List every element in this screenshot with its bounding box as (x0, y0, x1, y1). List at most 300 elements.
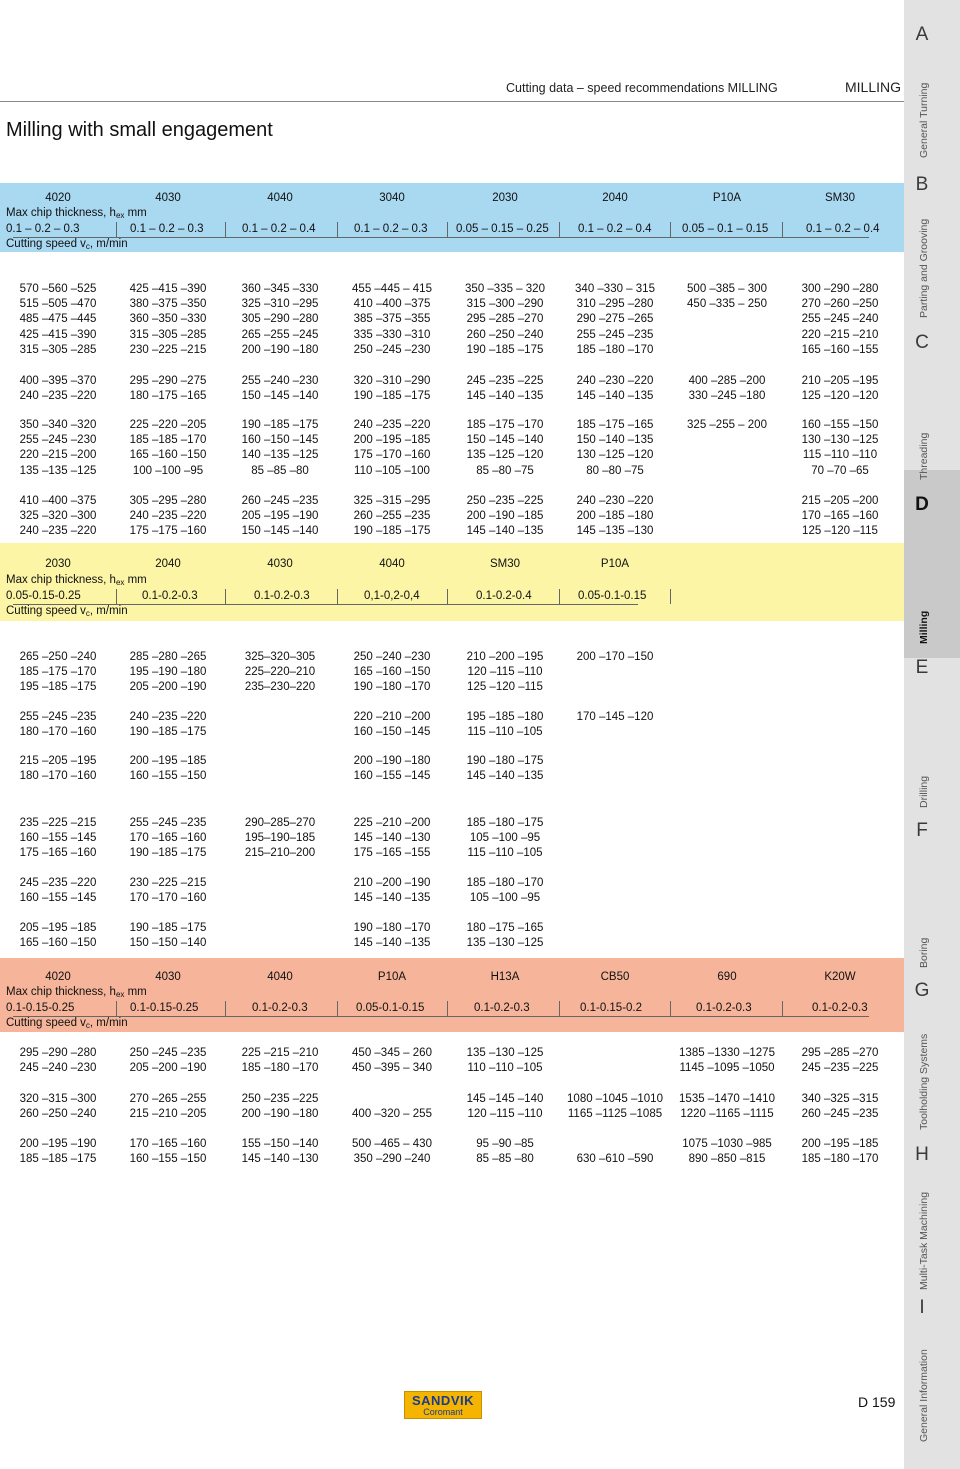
table2-table-cell: 175 –165 –160 (19, 847, 97, 860)
table3-table-cell: 185 –180 –170 (241, 1062, 319, 1075)
breadcrumb: Cutting data – speed recommendations MILLING (506, 81, 778, 95)
table1-table-cell: 190 –185 –175 (353, 390, 431, 403)
table1-table-cell: 220 –215 –210 (801, 328, 879, 341)
table1-table-cell: 255 –240 –230 (241, 375, 319, 387)
table1-table-cell: 180 –175 –165 (129, 390, 207, 403)
table1-table-cell: 260 –255 –235 (353, 510, 431, 523)
table1-table-cell: 295 –285 –270 (466, 313, 544, 326)
table1-feed-separator (225, 222, 226, 237)
table2-feed-3: 0,1-0,2-0,4 (364, 590, 420, 602)
table1-table-cell: 190 –185 –175 (241, 419, 319, 431)
table2-table-cell: 190 –185 –175 (129, 847, 207, 860)
table2-feed-0: 0.05-0.15-0.25 (6, 590, 81, 602)
table2-table-cell: 145 –140 –135 (353, 892, 431, 905)
table2-table-cell: 215–210–200 (244, 847, 316, 860)
table2-max-chip-label-part: mm (124, 574, 147, 586)
table1-table-cell: 185 –175 –170 (466, 419, 544, 431)
table2-table-cell: 115 –110 –105 (467, 726, 543, 739)
table1-feed-6: 0.05 – 0.1 – 0.15 (682, 223, 769, 235)
sidebar-tab-letter-d[interactable]: D (915, 494, 929, 515)
table1-table-cell: 150 –145 –140 (241, 390, 319, 403)
table1-table-cell: 330 –245 –180 (688, 390, 766, 403)
table2-table-cell: 105 –100 –95 (469, 832, 541, 845)
table1-table-cell: 325 –320 –300 (19, 510, 97, 523)
table1-table-cell: 325 –315 –295 (353, 495, 431, 507)
table2-table-cell: 325–320–305 (244, 651, 316, 663)
table2-table-cell: 190 –185 –175 (129, 922, 207, 934)
table1-table-cell: 240 –235 –220 (353, 419, 431, 431)
table2-table-cell: 250 –240 –230 (353, 651, 431, 663)
sidebar-tab-label-multi-task-machining[interactable]: Multi-Task Machining (918, 1191, 930, 1290)
table2-table-cell: 220 –210 –200 (353, 711, 431, 723)
table1-table-cell: 250 –245 –230 (353, 343, 431, 356)
table3-feed-3: 0.05-0.1-0.15 (356, 1002, 425, 1014)
table3-feed-separator (447, 1001, 448, 1016)
table1-table-cell: 125 –120 –120 (801, 390, 879, 403)
table2-table-cell: 245 –235 –220 (19, 877, 97, 889)
table3-table-cell: 145 –145 –140 (466, 1093, 544, 1105)
page-number: D 159 (858, 1394, 896, 1410)
table1-feed-4: 0.05 – 0.15 – 0.25 (456, 223, 549, 235)
table3-table-cell: 200 –195 –190 (19, 1138, 97, 1150)
table3-table-cell: 145 –140 –130 (241, 1153, 319, 1166)
table3-table-cell: 450 –345 – 260 (352, 1047, 432, 1059)
table1-table-cell: 400 –285 –200 (688, 375, 766, 387)
table3-table-cell: 1145 –1095 –1050 (679, 1062, 775, 1075)
table3-table-cell: 295 –290 –280 (19, 1047, 97, 1059)
table3-table-cell: 1535 –1470 –1410 (679, 1093, 775, 1105)
table2-table-cell: 215 –205 –195 (19, 755, 97, 767)
table2-cutting-speed-label-part: , m/min (89, 605, 128, 617)
table2-table-cell: 185 –180 –175 (466, 817, 544, 829)
table2-table-cell: 200 –190 –180 (353, 755, 431, 767)
table1-table-cell: 240 –230 –220 (576, 495, 654, 507)
table1-table-cell: 210 –205 –195 (801, 375, 879, 387)
table2-table-cell: 195 –190 –180 (129, 666, 207, 679)
sidebar-tab-letter-e[interactable]: E (915, 657, 929, 678)
table1-table-cell: 260 –245 –235 (241, 495, 319, 507)
table1-table-cell: 240 –235 –220 (129, 510, 207, 523)
table1-table-cell: 200 –185 –180 (576, 510, 654, 523)
table2-feed-separator (447, 589, 448, 604)
table1-table-cell: 240 –235 –220 (19, 525, 97, 538)
table1-table-cell: 295 –290 –275 (129, 375, 207, 387)
table1-table-cell: 315 –300 –290 (466, 298, 544, 311)
table3-table-cell: 155 –150 –140 (241, 1138, 319, 1150)
table1-feed-separator (337, 222, 338, 237)
table3-feed-separator (670, 1001, 671, 1016)
table1-table-cell: 100 –100 –95 (132, 464, 204, 477)
table2-table-cell: 265 –250 –240 (19, 651, 97, 663)
table1-table-cell: 360 –350 –330 (129, 313, 207, 326)
table1-table-cell: 205 –195 –190 (241, 510, 319, 523)
table3-cutting-speed-label (6, 1016, 128, 1031)
table3-table-cell: 400 –320 – 255 (352, 1108, 432, 1121)
table1-table-cell: 485 –475 –445 (19, 313, 97, 326)
table1-table-cell: 300 –290 –280 (801, 283, 879, 295)
table1-table-cell: 145 –135 –130 (576, 525, 654, 538)
table2-table-cell: 235 –225 –215 (19, 817, 97, 829)
table2-table-cell: 210 –200 –190 (353, 877, 431, 889)
table2-table-cell: 290–285–270 (244, 817, 316, 829)
table1-table-cell: 145 –140 –135 (576, 390, 654, 403)
sidebar-tab-label-boring[interactable]: Boring (918, 937, 930, 968)
table2-table-cell: 185 –180 –170 (466, 877, 544, 889)
table2-table-cell: 180 –170 –160 (19, 770, 97, 783)
table1-table-cell: 125 –120 –115 (802, 525, 878, 538)
table2-table-cell: 235–230–220 (244, 681, 316, 694)
table2-grade-p10a: P10A (600, 558, 630, 570)
table1-max-chip-label-part: Max chip thickness, h (6, 207, 116, 219)
table1-table-cell: 260 –250 –240 (466, 328, 544, 341)
table3-table-cell: 95 –90 –85 (476, 1138, 534, 1150)
table1-table-cell: 360 –345 –330 (241, 283, 319, 295)
table1-table-cell: 315 –305 –285 (129, 328, 207, 341)
table2-table-cell: 285 –280 –265 (129, 651, 207, 663)
table2-table-cell: 200 –195 –185 (129, 755, 207, 767)
logo-brand: SANDVIK (411, 1393, 474, 1408)
table3-grade-4040: 4040 (267, 971, 293, 983)
table3-table-cell: 170 –165 –160 (129, 1138, 207, 1150)
table1-max-chip-label-part: mm (124, 207, 147, 219)
table1-feed-3: 0.1 – 0.2 – 0.3 (354, 223, 428, 235)
table1-table-cell: 130 –125 –120 (576, 449, 654, 462)
table3-table-cell: 215 –210 –205 (129, 1108, 207, 1121)
table2-table-cell: 205 –195 –185 (19, 922, 97, 934)
table1-grade-4020: 4020 (45, 192, 71, 204)
table1-table-cell: 200 –195 –185 (353, 434, 431, 447)
table1-table-cell: 130 –130 –125 (801, 434, 879, 447)
table3-max-chip-label-part: ex (115, 990, 125, 999)
table2-grade-4030: 4030 (267, 558, 293, 570)
chapter-sidebar (904, 0, 960, 1469)
table1-table-cell: 515 –505 –470 (19, 298, 97, 311)
table1-feed-0: 0.1 – 0.2 – 0.3 (6, 223, 80, 235)
table3-feed-1: 0.1-0.15-0.25 (130, 1002, 199, 1014)
table2-table-cell: 105 –100 –95 (469, 892, 541, 905)
table1-table-cell: 110 –105 –100 (354, 464, 430, 477)
table2-table-cell: 165 –160 –150 (19, 937, 97, 950)
table2-table-cell: 225–220–210 (244, 666, 316, 679)
table3-feed-separator (225, 1001, 226, 1016)
table1-table-cell: 190 –185 –175 (353, 525, 431, 538)
table1-table-cell: 145 –140 –135 (466, 525, 544, 538)
table2-feed-separator (225, 589, 226, 604)
table2-table-cell: 145 –140 –135 (466, 770, 544, 783)
table2-table-cell: 255 –245 –235 (129, 817, 207, 829)
sidebar-tab-label-general-information[interactable]: General Information (918, 1349, 930, 1442)
table2-table-cell: 115 –110 –105 (467, 847, 543, 860)
table1-table-cell: 175 –175 –160 (129, 525, 207, 538)
table1-table-cell: 380 –375 –350 (129, 298, 207, 311)
table3-feed-rule (13, 1016, 869, 1017)
table2-table-cell: 180 –170 –160 (19, 726, 97, 739)
table3-feed-separator (559, 1001, 560, 1016)
table2-table-cell: 200 –170 –150 (576, 651, 654, 663)
table2-table-cell: 190 –180 –175 (466, 755, 544, 767)
logo-sub: Coromant (423, 1407, 463, 1417)
table1-table-cell: 150 –145 –140 (241, 525, 319, 538)
sidebar-tab-letter-h[interactable]: H (915, 1144, 929, 1165)
table1-feed-1: 0.1 – 0.2 – 0.3 (130, 223, 204, 235)
table3-grade-cb50: CB50 (600, 971, 630, 983)
table2-table-cell: 160 –150 –145 (353, 726, 431, 739)
table1-table-cell: 85 –80 –75 (476, 464, 534, 477)
sidebar-tab-label-general-turning[interactable]: General Turning (918, 82, 930, 158)
table1-table-cell: 115 –110 –110 (802, 449, 878, 462)
table1-table-cell: 450 –335 – 250 (687, 298, 767, 311)
table3-table-cell: 500 –465 – 430 (352, 1138, 432, 1150)
table1-table-cell: 185 –180 –170 (576, 343, 654, 356)
table3-feed-7: 0.1-0.2-0.3 (812, 1002, 868, 1014)
table1-table-cell: 500 –385 – 300 (687, 283, 767, 295)
table3-table-cell: 1080 –1045 –1010 (567, 1093, 663, 1105)
sidebar-tab-letter-a[interactable]: A (915, 24, 929, 45)
table1-cutting-speed-label-part: c (85, 242, 90, 251)
table2-cutting-speed-label (6, 604, 128, 619)
table2-table-cell: 205 –200 –190 (129, 681, 207, 694)
table3-table-cell: 225 –215 –210 (241, 1047, 319, 1059)
table1-table-cell: 230 –225 –215 (129, 343, 207, 356)
table2-table-cell: 170 –170 –160 (129, 892, 207, 905)
table1-table-cell: 200 –190 –185 (466, 510, 544, 523)
table1-table-cell: 315 –305 –285 (19, 343, 97, 356)
table2-table-cell: 135 –130 –125 (466, 937, 544, 950)
table1-feed-separator (559, 222, 560, 237)
sidebar-tab-letter-f[interactable]: F (916, 820, 928, 841)
table2-feed-4: 0.1-0.2-0.4 (476, 590, 532, 602)
table3-table-cell: 250 –235 –225 (241, 1093, 319, 1105)
table3-table-cell: 630 –610 –590 (576, 1153, 654, 1166)
sidebar-tab-label-toolholding-systems[interactable]: Toolholding Systems (918, 1033, 930, 1130)
table2-feed-5: 0.05-0.1-0.15 (578, 590, 647, 602)
table1-table-cell: 425 –415 –390 (19, 328, 97, 341)
table3-table-cell: 245 –240 –230 (19, 1062, 97, 1075)
table1-cutting-speed-label-part: Cutting speed v (6, 238, 86, 250)
table1-grade-2040: 2040 (602, 192, 628, 204)
table2-table-cell: 190 –180 –170 (353, 922, 431, 934)
table1-grade-p10a: P10A (712, 192, 742, 204)
table2-table-cell: 165 –160 –150 (353, 666, 431, 679)
table3-table-cell: 1165 –1125 –1085 (567, 1108, 663, 1121)
table2-table-cell: 160 –155 –145 (19, 892, 97, 905)
table2-max-chip-label-part: Max chip thickness, h (6, 574, 116, 586)
table1-table-cell: 165 –160 –150 (129, 449, 207, 462)
table2-cutting-speed-label-part: Cutting speed v (6, 605, 86, 617)
table1-feed-separator (447, 222, 448, 237)
table1-table-cell: 240 –235 –220 (19, 390, 97, 403)
table2-cutting-speed-label-part: c (85, 609, 90, 618)
table1-table-cell: 410 –400 –375 (19, 495, 97, 507)
table1-table-cell: 225 –220 –205 (129, 419, 207, 431)
sidebar-tab-label-drilling[interactable]: Drilling (918, 775, 930, 808)
table3-table-cell: 295 –285 –270 (801, 1047, 879, 1059)
table1-table-cell: 325 –310 –295 (241, 298, 319, 311)
table3-table-cell: 185 –180 –170 (801, 1153, 879, 1166)
table1-table-cell: 150 –145 –140 (466, 434, 544, 447)
page-title: Milling with small engagement (6, 119, 273, 141)
table1-table-cell: 570 –560 –525 (19, 283, 97, 295)
table3-table-cell: 350 –290 –240 (353, 1153, 431, 1166)
table1-grade-2030: 2030 (492, 192, 518, 204)
table3-table-cell: 260 –245 –235 (801, 1108, 879, 1121)
table2-table-cell: 225 –210 –200 (353, 817, 431, 829)
table2-table-cell: 195 –185 –175 (19, 681, 97, 694)
table1-table-cell: 310 –295 –280 (576, 298, 654, 311)
table3-table-cell: 160 –155 –150 (129, 1153, 207, 1166)
table2-table-cell: 170 –145 –120 (576, 711, 654, 723)
table1-table-cell: 245 –235 –225 (466, 375, 544, 387)
table2-feed-separator (116, 589, 117, 604)
table1-table-cell: 140 –135 –125 (241, 449, 319, 462)
sidebar-tab-label-milling[interactable]: Milling (918, 610, 930, 644)
table1-table-cell: 425 –415 –390 (129, 283, 207, 295)
table2-feed-1: 0.1-0.2-0.3 (142, 590, 198, 602)
table3-feed-0: 0.1-0.15-0.25 (6, 1002, 75, 1014)
table3-table-cell: 270 –265 –255 (129, 1093, 207, 1105)
table1-table-cell: 190 –185 –175 (466, 343, 544, 356)
table2-table-cell: 145 –140 –135 (353, 937, 431, 950)
table3-table-cell: 320 –315 –300 (19, 1093, 97, 1105)
table1-table-cell: 150 –140 –135 (576, 434, 654, 447)
table3-table-cell: 260 –250 –240 (19, 1108, 97, 1121)
table1-feed-separator (116, 222, 117, 237)
table1-table-cell: 255 –245 –240 (801, 313, 879, 326)
table3-grade-4020: 4020 (45, 971, 71, 983)
table1-table-cell: 305 –290 –280 (241, 313, 319, 326)
table3-table-cell: 450 –395 – 340 (352, 1062, 432, 1075)
table1-table-cell: 305 –295 –280 (129, 495, 207, 507)
sandvik-coromant-logo (404, 1391, 482, 1419)
table3-grade-690: 690 (717, 971, 737, 983)
table1-table-cell: 325 –255 – 200 (687, 419, 767, 431)
sidebar-tab-label-parting-and-grooving[interactable]: Parting and Grooving (918, 218, 930, 318)
table1-table-cell: 385 –375 –355 (353, 313, 431, 326)
table1-grade-4030: 4030 (155, 192, 181, 204)
table1-table-cell: 80 –80 –75 (586, 464, 644, 477)
table3-grade-4030: 4030 (155, 971, 181, 983)
table1-table-cell: 85 –85 –80 (251, 464, 309, 477)
table1-table-cell: 320 –310 –290 (353, 375, 431, 387)
sidebar-tab-letter-g[interactable]: G (914, 980, 930, 1001)
table2-table-cell: 195–190–185 (244, 832, 316, 845)
table3-feed-5: 0.1-0.15-0.2 (580, 1002, 643, 1014)
table3-grade-k20w: K20W (824, 971, 856, 983)
table1-table-cell: 70 –70 –65 (811, 464, 869, 477)
sidebar-tab-letter-c[interactable]: C (915, 332, 929, 353)
table1-table-cell: 250 –235 –225 (466, 495, 544, 507)
table2-table-cell: 145 –140 –130 (353, 832, 431, 845)
table3-feed-separator (337, 1001, 338, 1016)
table3-cutting-speed-label-part: , m/min (89, 1017, 128, 1029)
table2-table-cell: 185 –175 –170 (19, 666, 97, 679)
table1-table-cell: 240 –230 –220 (576, 375, 654, 387)
table1-feed-2: 0.1 – 0.2 – 0.4 (242, 223, 316, 235)
table2-table-cell: 125 –120 –115 (467, 681, 543, 694)
table3-table-cell: 245 –235 –225 (801, 1062, 879, 1075)
table1-max-chip-label (6, 206, 147, 221)
table1-table-cell: 165 –160 –155 (801, 343, 879, 356)
table3-table-cell: 200 –190 –180 (241, 1108, 319, 1121)
sidebar-tab-letter-i[interactable]: I (919, 1297, 925, 1318)
table1-table-cell: 400 –395 –370 (19, 375, 97, 387)
table2-feed-separator (337, 589, 338, 604)
table3-feed-separator (782, 1001, 783, 1016)
table1-table-cell: 135 –135 –125 (19, 464, 97, 477)
table3-table-cell: 250 –245 –235 (129, 1047, 207, 1059)
table3-feed-4: 0.1-0.2-0.3 (474, 1002, 530, 1014)
table1-table-cell: 350 –340 –320 (19, 419, 97, 431)
table1-table-cell: 255 –245 –235 (576, 328, 654, 341)
table3-grade-h13a: H13A (490, 971, 520, 983)
table1-table-cell: 170 –165 –160 (801, 510, 879, 523)
table3-table-cell: 205 –200 –190 (129, 1062, 207, 1075)
table3-feed-6: 0.1-0.2-0.3 (696, 1002, 752, 1014)
table1-table-cell: 265 –255 –245 (241, 328, 319, 341)
table1-table-cell: 410 –400 –375 (353, 298, 431, 311)
table1-table-cell: 200 –190 –180 (241, 343, 319, 356)
table3-table-cell: 1075 –1030 –985 (682, 1138, 772, 1150)
table2-table-cell: 190 –180 –170 (353, 681, 431, 694)
table2-table-cell: 230 –225 –215 (129, 877, 207, 889)
table1-cutting-speed-label-part: , m/min (89, 238, 128, 250)
table3-table-cell: 110 –110 –105 (467, 1062, 543, 1075)
table2-table-cell: 175 –165 –155 (353, 847, 431, 860)
table1-grade-3040: 3040 (379, 192, 405, 204)
table2-table-cell: 150 –150 –140 (129, 937, 207, 950)
table1-table-cell: 255 –245 –230 (19, 434, 97, 447)
table3-feed-separator (116, 1001, 117, 1016)
table1-table-cell: 185 –175 –165 (576, 419, 654, 431)
table2-table-cell: 195 –185 –180 (466, 711, 544, 723)
table3-table-cell: 85 –85 –80 (476, 1153, 534, 1166)
table1-table-cell: 175 –170 –160 (353, 449, 431, 462)
table2-table-cell: 160 –155 –145 (353, 770, 431, 783)
table1-max-chip-label-part: ex (115, 211, 125, 220)
table2-feed-separator (670, 589, 671, 604)
sidebar-tab-label-threading[interactable]: Threading (918, 432, 930, 480)
table1-feed-5: 0.1 – 0.2 – 0.4 (578, 223, 652, 235)
table2-table-cell: 255 –245 –235 (19, 711, 97, 723)
table2-grade-4040: 4040 (379, 558, 405, 570)
table1-table-cell: 350 –335 – 320 (465, 283, 545, 295)
table1-grade-sm30: SM30 (824, 192, 856, 204)
table2-table-cell: 120 –115 –110 (467, 666, 543, 679)
table2-feed-separator (559, 589, 560, 604)
table2-table-cell: 240 –235 –220 (129, 711, 207, 723)
table1-table-cell: 135 –125 –120 (466, 449, 544, 462)
table2-grade-2040: 2040 (155, 558, 181, 570)
table3-cutting-speed-label-part: Cutting speed v (6, 1017, 86, 1029)
sidebar-tab-letter-b[interactable]: B (915, 174, 929, 195)
table3-table-cell: 890 –850 –815 (688, 1153, 766, 1166)
table3-table-cell: 1385 –1330 –1275 (679, 1047, 775, 1059)
table2-grade-2030: 2030 (45, 558, 71, 570)
table3-table-cell: 185 –185 –175 (19, 1153, 97, 1166)
table1-feed-7: 0.1 – 0.2 – 0.4 (806, 223, 880, 235)
table1-table-cell: 335 –330 –310 (353, 328, 431, 341)
section-name: MILLING (845, 79, 902, 95)
table1-table-cell: 160 –150 –145 (241, 434, 319, 447)
header-rule (0, 101, 904, 102)
table2-table-cell: 160 –155 –150 (129, 770, 207, 783)
table1-table-cell: 145 –140 –135 (466, 390, 544, 403)
table3-feed-2: 0.1-0.2-0.3 (252, 1002, 308, 1014)
table1-feed-rule (13, 237, 869, 238)
table1-table-cell: 455 –445 – 415 (352, 283, 432, 295)
table3-grade-p10a: P10A (377, 971, 407, 983)
table2-table-cell: 210 –200 –195 (466, 651, 544, 663)
